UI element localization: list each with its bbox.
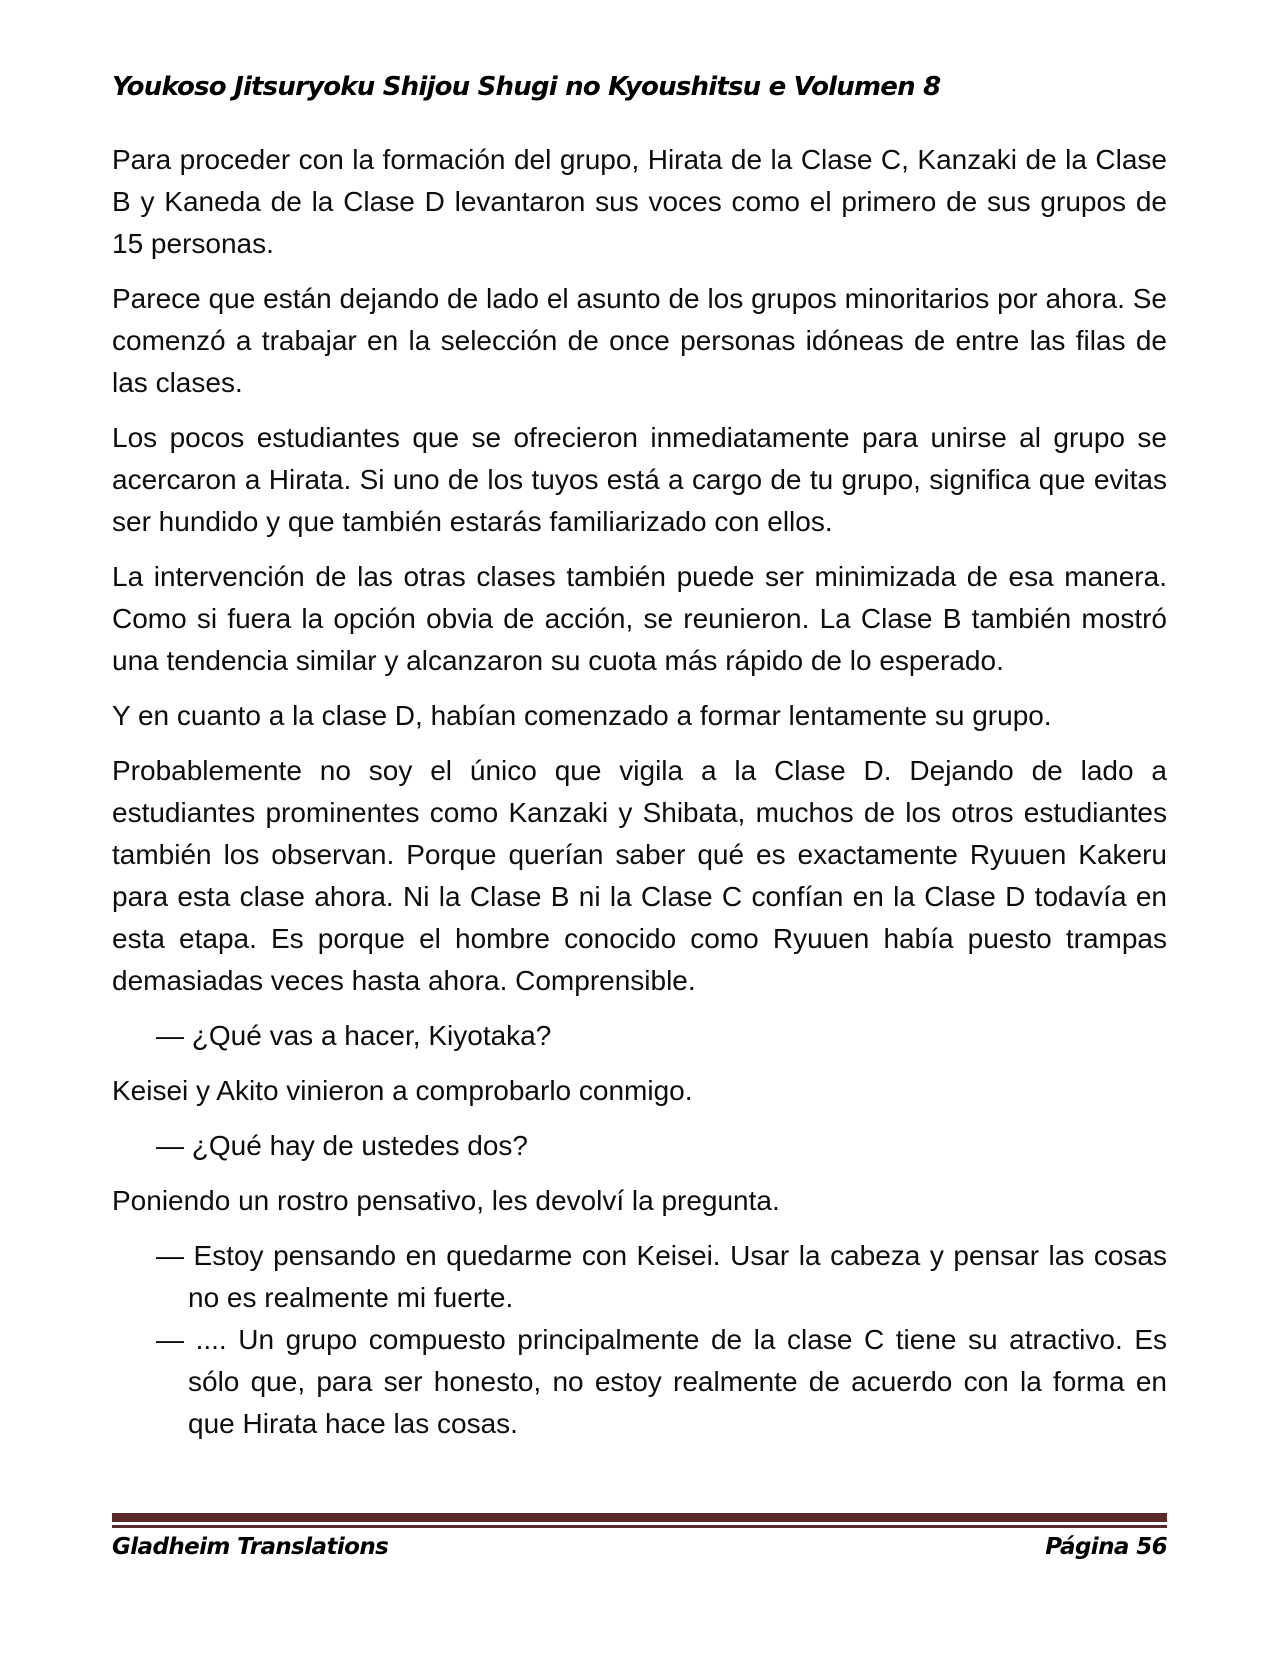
paragraph: Probablemente no soy el único que vigila a la Clase D. Dejando de lado a estudiantes prominentes como Kanzaki y Shibata, muchos de los otros estudiantes también los observan. Porque querían saber qué es exactamente Ryuuen Kakeru para esta clase ahora. Ni la Clase B ni la Clase C confían en la Clase D todavía en esta etapa. Es porque el hombre conocido como Ryuuen había puesto trampas demasiadas veces hasta ahora. Comprensible. <box>112 755 1167 996</box>
paragraph: Los pocos estudiantes que se ofrecieron inmediatamente para unirse al grupo se acercaron a Hirata. Si uno de los tuyos está a cargo de tu grupo, significa que evitas ser hundido y que también estarás familiarizado con ellos. <box>112 422 1167 537</box>
dialogue-line: — ¿Qué hay de ustedes dos? <box>156 1130 528 1161</box>
paragraph: Poniendo un rostro pensativo, les devolví la pregunta. <box>112 1185 780 1216</box>
dialogue-hanging-line: — Estoy pensando en quedarme con Keisei. Usar la cabeza y pensar las cosas no es realmente mi fuerte. <box>156 1240 1167 1313</box>
dialogue-line: — ¿Qué vas a hacer, Kiyotaka? <box>156 1020 552 1051</box>
footer-page-number: Página 56 <box>1045 1534 1167 1560</box>
footer-rule <box>112 1513 1167 1528</box>
paragraph: Parece que están dejando de lado el asunto de los grupos minoritarios por ahora. Se comenzó a trabajar en la selección de once personas idóneas de entre las filas de las clases. <box>112 283 1167 398</box>
page-footer <box>112 1513 1167 1560</box>
paragraph: Y en cuanto a la clase D, habían comenzado a formar lentamente su grupo. <box>112 700 1052 731</box>
paragraph: Para proceder con la formación del grupo, Hirata de la Clase C, Kanzaki de la Clase B y Kaneda de la Clase D levantaron sus voces como el primero de sus grupos de 15 personas. <box>112 144 1167 259</box>
page-header-title: Youkoso Jitsuryoku Shijou Shugi no Kyoushitsu e Volumen 8 <box>112 72 941 102</box>
footer-row <box>112 1534 1167 1560</box>
paragraph: Keisei y Akito vinieron a comprobarlo conmigo. <box>112 1075 693 1106</box>
document-body <box>112 139 1167 1445</box>
dialogue-hanging-line: — .... Un grupo compuesto principalmente de la clase C tiene su atractivo. Es sólo que, para ser honesto, no estoy realmente de acuerdo con la forma en que Hirata hace las cosas. <box>156 1324 1167 1439</box>
paragraph: La intervención de las otras clases también puede ser minimizada de esa manera. Como si fuera la opción obvia de acción, se reunieron. La Clase B también mostró una tendencia similar y alcanzaron su cuota más rápido de lo esperado. <box>112 561 1167 676</box>
footer-translator-name: Gladheim Translations <box>112 1534 389 1560</box>
